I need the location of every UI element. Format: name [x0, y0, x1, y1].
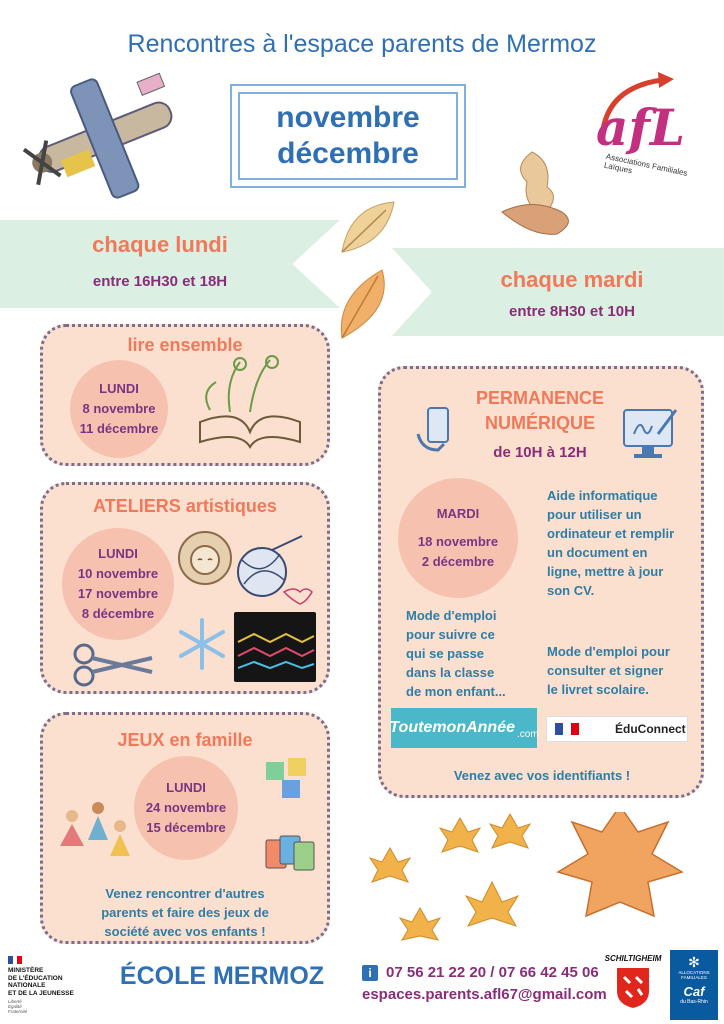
- jeux-title: JEUX en famille: [117, 730, 253, 750]
- mode1-line: qui se passe: [406, 646, 485, 661]
- computer-signature-icon: [620, 404, 680, 462]
- email-link[interactable]: espaces.parents.afl67@gmail.com: [362, 986, 607, 1003]
- book-illustration: [190, 352, 310, 452]
- jeux-date: 24 novembre: [145, 800, 227, 815]
- permanence-title: [440, 386, 640, 436]
- aide-informatique-text: [547, 486, 697, 600]
- permanence-title-line: NUMÉRIQUE: [484, 413, 595, 433]
- french-flag-icon: [555, 723, 579, 735]
- schiltigheim-shield-icon: [602, 963, 664, 1011]
- caf-name: Caf: [683, 984, 705, 999]
- caf-region: du Bas-Rhin: [680, 999, 708, 1005]
- ateliers-date: 8 décembre: [81, 606, 155, 621]
- mode2-line: consulter et signer: [547, 663, 664, 678]
- mode2-line: Mode d'emploi pour: [547, 644, 670, 659]
- afl-logo-letters: afL: [596, 98, 686, 157]
- ministere-line: NATIONALE: [8, 982, 46, 989]
- ateliers-day: LUNDI: [98, 546, 138, 561]
- aide-line: ligne, mettre à jour: [547, 564, 664, 579]
- caf-line: FAMILIALES: [681, 975, 707, 980]
- autumn-leaf-icon: [336, 196, 400, 260]
- aide-line: pour utiliser un: [547, 507, 642, 522]
- smartphone-icon: [414, 404, 458, 454]
- puzzle-icon: [262, 754, 312, 802]
- aide-line: un document en: [547, 545, 648, 560]
- schiltigheim-label: SCHILTIGHEIM: [604, 954, 662, 963]
- yarn-ball-icon: [232, 530, 316, 610]
- page-title: Rencontres à l'espace parents de Mermoz: [127, 30, 597, 58]
- afl-logo: [584, 70, 704, 190]
- jeux-footer-line: parents et faire des jeux de: [101, 905, 269, 920]
- permanence-day: MARDI: [436, 506, 480, 521]
- caf-snowflake-icon: ✻: [688, 954, 700, 970]
- mode1-line: de mon enfant...: [406, 684, 506, 699]
- tuesday-title: chaque mardi: [500, 267, 644, 292]
- ministere-line: ET DE LA JEUNESSE: [8, 989, 74, 997]
- aide-line: Aide informatique: [547, 488, 658, 503]
- lire-date-circle: [70, 360, 168, 458]
- mode1-line: Mode d'emploi: [406, 608, 497, 623]
- autumn-leaf-icon: [332, 266, 396, 344]
- ministere-line: MINISTÈRE: [8, 967, 44, 974]
- monday-hours: entre 16H30 et 18H: [92, 273, 228, 290]
- tuesday-hours: entre 8H30 et 10H: [509, 303, 635, 320]
- caf-line: ALLOCATIONS: [678, 970, 710, 975]
- jeux-footer: [60, 884, 310, 941]
- permanence-title-line: PERMANENCE: [475, 388, 604, 408]
- lire-day: LUNDI: [99, 381, 139, 396]
- jeux-date: 15 décembre: [146, 820, 226, 835]
- ministere-line: DE L'ÉDUCATION: [8, 974, 63, 982]
- permanence-date: 18 novembre: [417, 534, 499, 549]
- snowflake-icon: [174, 616, 230, 672]
- maple-leaf-icon: [558, 812, 682, 916]
- sheep-icon: [174, 528, 236, 588]
- family-illustration: [52, 798, 136, 864]
- ministere-logo: [8, 956, 98, 1014]
- month-banner: [230, 84, 466, 188]
- permanence-hours: de 10H à 12H: [493, 444, 587, 461]
- mode1-line: pour suivre ce: [406, 627, 495, 642]
- jeux-footer-line: Venez rencontrer d'autres: [105, 886, 265, 901]
- schiltigheim-logo: [602, 954, 664, 1014]
- lire-date: 11 décembre: [79, 421, 159, 436]
- afl-logo-caption: Associations Familiales Laïques: [603, 151, 689, 178]
- phone-row: [362, 964, 599, 981]
- toutemonannee-com: .com: [516, 728, 539, 740]
- school-name: ÉCOLE MERMOZ: [119, 962, 325, 990]
- permanence-footer: Venez avec vos identifiants !: [453, 768, 631, 783]
- ateliers-date-circle: [62, 528, 174, 640]
- educonnect-label: ÉduConnect: [615, 722, 686, 736]
- ministere-motto: Fraternité: [8, 1009, 28, 1014]
- monday-title: chaque lundi: [92, 232, 228, 257]
- jeux-day: LUNDI: [166, 780, 206, 795]
- aide-line: son CV.: [547, 583, 595, 598]
- permanence-date: 2 décembre: [421, 554, 495, 569]
- jeux-date-circle: [134, 756, 238, 860]
- ateliers-date: 10 novembre: [77, 566, 159, 581]
- mode-emploi-classe-text: [406, 606, 536, 701]
- ministere-motto: Liberté: [8, 999, 22, 1004]
- educonnect-logo[interactable]: [546, 716, 688, 742]
- ateliers-title: ATELIERS artistiques: [93, 496, 277, 516]
- caf-logo: [670, 950, 718, 1020]
- ateliers-date: 17 novembre: [77, 586, 159, 601]
- airplane-illustration: [16, 70, 186, 210]
- aide-line: ordinateur et remplir: [547, 526, 675, 541]
- ministere-motto: Égalité: [8, 1004, 22, 1009]
- embroidery-photo: [234, 612, 316, 682]
- mode1-line: dans la classe: [406, 665, 495, 680]
- month-december: décembre: [277, 137, 419, 170]
- permanence-date-circle: [398, 478, 518, 598]
- lire-title: lire ensemble: [127, 335, 243, 355]
- scissors-icon: [70, 642, 156, 688]
- toutemonannee-label: ToutemonAnnée: [389, 719, 515, 736]
- maple-leaves-illustration: [352, 812, 724, 942]
- ministere-flag-icon: [8, 956, 22, 964]
- mode-emploi-livret-text: [547, 642, 697, 699]
- info-icon: i: [362, 965, 378, 981]
- oak-leaves-illustration: [492, 142, 592, 242]
- month-november: novembre: [276, 101, 420, 134]
- toutemonannee-logo[interactable]: [391, 708, 537, 748]
- mode2-line: le livret scolaire.: [547, 682, 649, 697]
- cards-icon: [262, 830, 322, 878]
- phone-numbers[interactable]: 07 56 21 22 20 / 07 66 42 45 06: [386, 964, 599, 981]
- jeux-footer-line: société avec vos enfants !: [104, 924, 266, 939]
- lire-date: 8 novembre: [82, 401, 156, 416]
